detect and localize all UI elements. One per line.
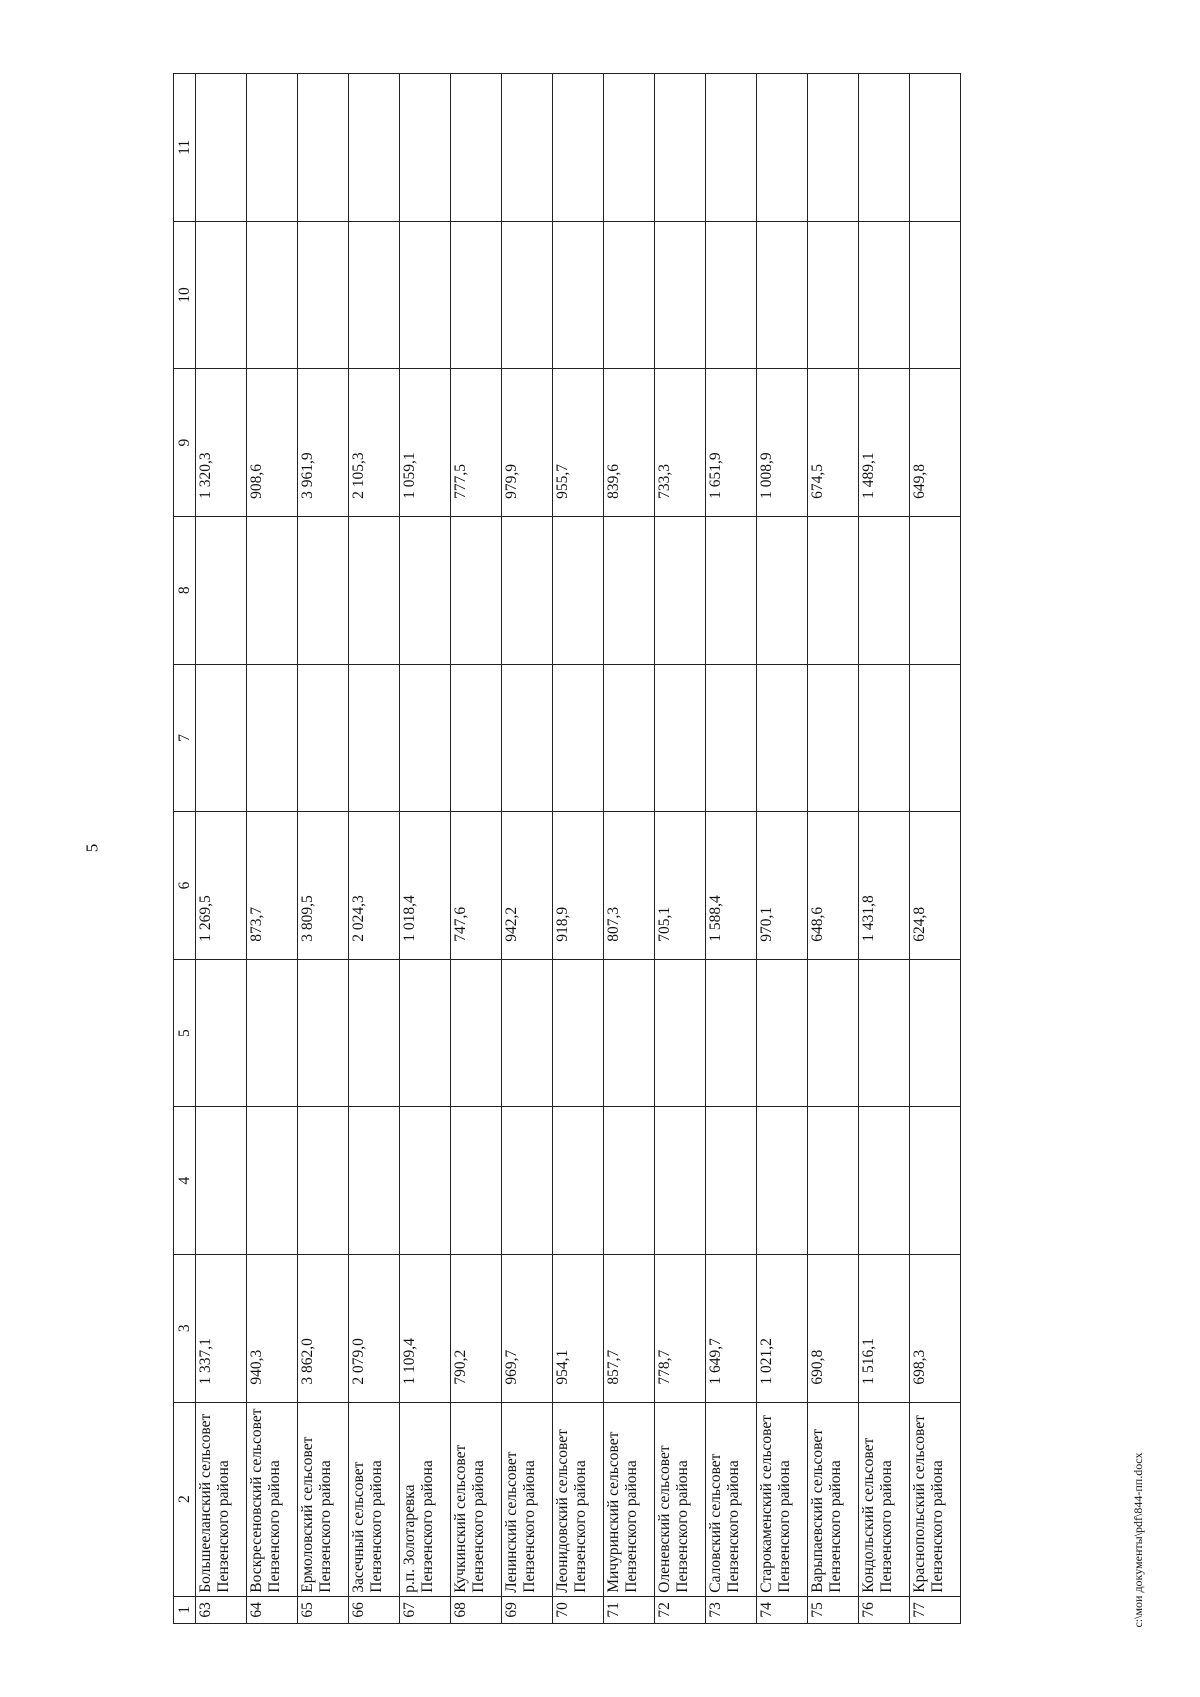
cell-col-3: 690,8 [808,1254,859,1402]
cell-col-7 [655,664,706,812]
cell-col-10 [553,221,604,369]
municipality-name: Саловский сельсовет Пензенского района [706,1402,757,1596]
cell-col-10 [604,221,655,369]
cell-col-6: 648,6 [808,812,859,960]
cell-col-5 [196,959,247,1107]
cell-col-10 [655,221,706,369]
cell-col-3: 969,7 [502,1254,553,1402]
municipality-name: Кондольский сельсовет Пензенского района [859,1402,910,1596]
cell-col-6: 1 431,8 [859,812,910,960]
municipality-name: Воскресеновский сельсовет Пензенского района [247,1402,298,1596]
cell-col-4 [757,1107,808,1255]
cell-col-7 [604,664,655,812]
cell-col-8 [757,516,808,664]
cell-col-6: 807,3 [604,812,655,960]
cell-col-7 [808,664,859,812]
column-header-4: 4 [174,1107,196,1255]
cell-col-8 [553,516,604,664]
row-number: 70 [553,1596,604,1623]
cell-col-7 [451,664,502,812]
cell-col-5 [451,959,502,1107]
cell-col-10 [502,221,553,369]
cell-col-10 [247,221,298,369]
cell-col-10 [349,221,400,369]
cell-col-5 [349,959,400,1107]
cell-col-5 [910,959,961,1107]
header-row [174,74,196,1624]
cell-col-3: 954,1 [553,1254,604,1402]
cell-col-6: 747,6 [451,812,502,960]
municipality-name: Краснопольский сельсовет Пензенского района [910,1402,961,1596]
cell-col-11 [859,74,910,222]
cell-col-4 [553,1107,604,1255]
cell-col-9: 3 961,9 [298,369,349,517]
municipality-name: Мичуринский сельсовет Пензенского района [604,1402,655,1596]
cell-col-7 [553,664,604,812]
cell-col-7 [349,664,400,812]
cell-col-9: 1 489,1 [859,369,910,517]
column-header-8: 8 [174,516,196,664]
table-row [604,74,655,1624]
cell-col-7 [502,664,553,812]
cell-col-11 [502,74,553,222]
cell-col-3: 698,3 [910,1254,961,1402]
cell-col-8 [196,516,247,664]
cell-col-4 [604,1107,655,1255]
cell-col-11 [451,74,502,222]
table-row [196,74,247,1624]
column-header-1: 1 [174,1596,196,1623]
cell-col-10 [706,221,757,369]
column-header-11: 11 [174,74,196,222]
cell-col-11 [553,74,604,222]
cell-col-11 [298,74,349,222]
cell-col-9: 777,5 [451,369,502,517]
cell-col-10 [808,221,859,369]
municipality-name: Варыпаевский сельсовет Пензенского района [808,1402,859,1596]
cell-col-7 [247,664,298,812]
cell-col-4 [400,1107,451,1255]
cell-col-8 [298,516,349,664]
municipality-name: р.п. Золотаревка Пензенского района [400,1402,451,1596]
cell-col-3: 1 337,1 [196,1254,247,1402]
cell-col-7 [859,664,910,812]
cell-col-6: 1 269,5 [196,812,247,960]
cell-col-9: 1 059,1 [400,369,451,517]
cell-col-6: 624,8 [910,812,961,960]
cell-col-3: 940,3 [247,1254,298,1402]
cell-col-5 [502,959,553,1107]
table-row [247,74,298,1624]
cell-col-5 [298,959,349,1107]
cell-col-8 [808,516,859,664]
cell-col-9: 674,5 [808,369,859,517]
cell-col-8 [502,516,553,664]
cell-col-9: 839,6 [604,369,655,517]
column-header-2: 2 [174,1402,196,1596]
cell-col-6: 873,7 [247,812,298,960]
cell-col-7 [706,664,757,812]
cell-col-8 [910,516,961,664]
cell-col-3: 857,7 [604,1254,655,1402]
row-number: 65 [298,1596,349,1623]
cell-col-6: 970,1 [757,812,808,960]
municipality-name: Большееланский сельсовет Пензенского района [196,1402,247,1596]
cell-col-6: 942,2 [502,812,553,960]
cell-col-3: 778,7 [655,1254,706,1402]
row-number: 64 [247,1596,298,1623]
cell-col-8 [247,516,298,664]
cell-col-10 [298,221,349,369]
municipality-name: Засечный сельсовет Пензенского района [349,1402,400,1596]
cell-col-10 [859,221,910,369]
cell-col-5 [553,959,604,1107]
cell-col-4 [502,1107,553,1255]
cell-col-8 [400,516,451,664]
table-row [859,74,910,1624]
municipality-name: Кучкинский сельсовет Пензенского района [451,1402,502,1596]
cell-col-4 [298,1107,349,1255]
column-header-5: 5 [174,959,196,1107]
column-header-6: 6 [174,812,196,960]
row-number: 63 [196,1596,247,1623]
cell-col-9: 649,8 [910,369,961,517]
cell-col-3: 1 649,7 [706,1254,757,1402]
cell-col-9: 1 008,9 [757,369,808,517]
column-header-10: 10 [174,221,196,369]
cell-col-10 [400,221,451,369]
column-header-3: 3 [174,1254,196,1402]
cell-col-6: 1 018,4 [400,812,451,960]
row-number: 77 [910,1596,961,1623]
cell-col-3: 1 109,4 [400,1254,451,1402]
row-number: 71 [604,1596,655,1623]
cell-col-3: 2 079,0 [349,1254,400,1402]
cell-col-9: 955,7 [553,369,604,517]
table-row [451,74,502,1624]
table-row [349,74,400,1624]
cell-col-8 [451,516,502,664]
row-number: 75 [808,1596,859,1623]
cell-col-6: 2 024,3 [349,812,400,960]
row-number: 68 [451,1596,502,1623]
cell-col-5 [859,959,910,1107]
row-number: 74 [757,1596,808,1623]
cell-col-11 [400,74,451,222]
municipality-name: Старокаменский сельсовет Пензенского района [757,1402,808,1596]
municipality-name: Оленевский сельсовет Пензенского района [655,1402,706,1596]
cell-col-11 [808,74,859,222]
cell-col-8 [604,516,655,664]
cell-col-6: 705,1 [655,812,706,960]
cell-col-4 [808,1107,859,1255]
cell-col-5 [757,959,808,1107]
column-header-9: 9 [174,369,196,517]
cell-col-4 [859,1107,910,1255]
cell-col-10 [451,221,502,369]
cell-col-7 [757,664,808,812]
cell-col-9: 1 651,9 [706,369,757,517]
cell-col-7 [196,664,247,812]
cell-col-5 [604,959,655,1107]
table-row [553,74,604,1624]
cell-col-8 [349,516,400,664]
cell-col-9: 979,9 [502,369,553,517]
cell-col-11 [247,74,298,222]
data-table [173,73,961,1624]
footer-file-path: c:\мои документы\pdf\844-пп.docx [1131,1452,1145,1628]
cell-col-6: 918,9 [553,812,604,960]
cell-col-4 [910,1107,961,1255]
cell-col-3: 790,2 [451,1254,502,1402]
cell-col-11 [706,74,757,222]
row-number: 67 [400,1596,451,1623]
cell-col-11 [349,74,400,222]
cell-col-11 [910,74,961,222]
cell-col-9: 1 320,3 [196,369,247,517]
page-number: 5 [82,843,102,853]
table-row [502,74,553,1624]
cell-col-11 [757,74,808,222]
cell-col-5 [247,959,298,1107]
data-table-container [173,73,1013,1624]
cell-col-11 [604,74,655,222]
municipality-name: Ленинский сельсовет Пензенского района [502,1402,553,1596]
cell-col-3: 1 021,2 [757,1254,808,1402]
cell-col-10 [910,221,961,369]
cell-col-9: 2 105,3 [349,369,400,517]
cell-col-5 [808,959,859,1107]
table-row [757,74,808,1624]
row-number: 76 [859,1596,910,1623]
table-row [655,74,706,1624]
cell-col-4 [247,1107,298,1255]
row-number: 66 [349,1596,400,1623]
cell-col-7 [910,664,961,812]
cell-col-4 [706,1107,757,1255]
row-number: 73 [706,1596,757,1623]
cell-col-7 [400,664,451,812]
municipality-name: Ермоловский сельсовет Пензенского района [298,1402,349,1596]
cell-col-3: 3 862,0 [298,1254,349,1402]
row-number: 72 [655,1596,706,1623]
cell-col-11 [655,74,706,222]
table-row [910,74,961,1624]
cell-col-10 [757,221,808,369]
row-number: 69 [502,1596,553,1623]
municipality-name: Леонидовский сельсовет Пензенского района [553,1402,604,1596]
table-body [196,74,961,1624]
cell-col-6: 1 588,4 [706,812,757,960]
cell-col-3: 1 516,1 [859,1254,910,1402]
table-row [706,74,757,1624]
cell-col-7 [298,664,349,812]
cell-col-5 [655,959,706,1107]
table-row [400,74,451,1624]
cell-col-4 [451,1107,502,1255]
cell-col-11 [196,74,247,222]
cell-col-4 [349,1107,400,1255]
table-row [808,74,859,1624]
cell-col-8 [706,516,757,664]
column-header-7: 7 [174,664,196,812]
cell-col-9: 908,6 [247,369,298,517]
cell-col-4 [196,1107,247,1255]
cell-col-10 [196,221,247,369]
cell-col-4 [655,1107,706,1255]
cell-col-5 [400,959,451,1107]
cell-col-6: 3 809,5 [298,812,349,960]
cell-col-8 [655,516,706,664]
cell-col-5 [706,959,757,1107]
cell-col-8 [859,516,910,664]
table-row [298,74,349,1624]
cell-col-9: 733,3 [655,369,706,517]
